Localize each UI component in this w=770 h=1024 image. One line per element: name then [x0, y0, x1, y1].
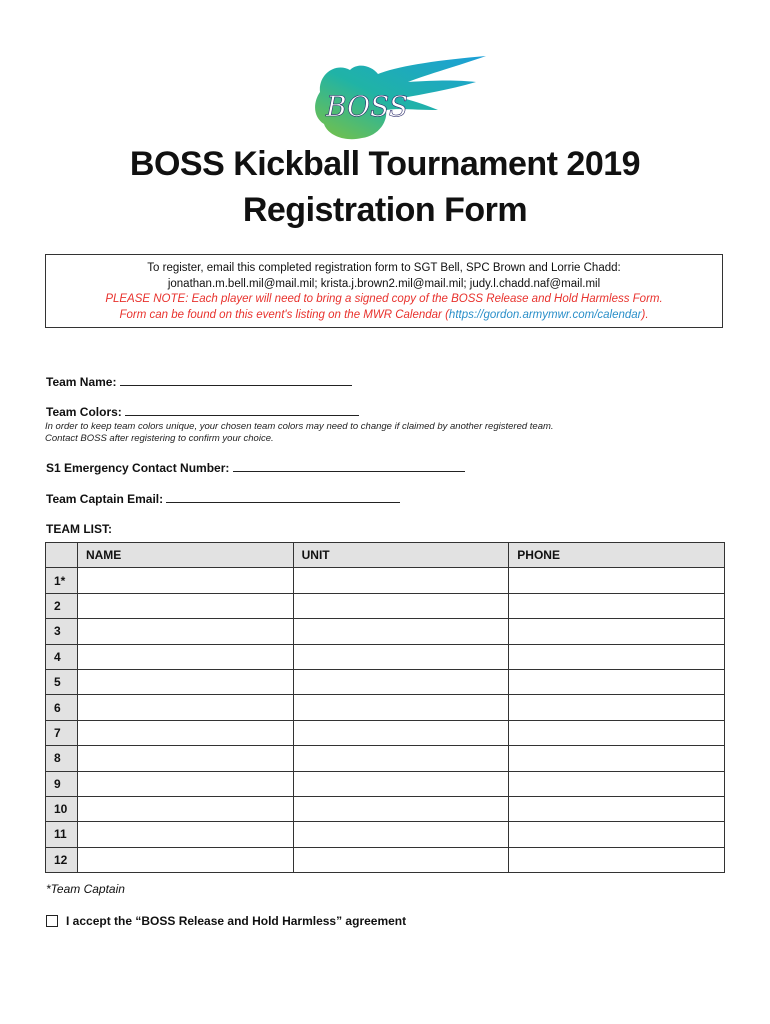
row-number: 6 — [46, 695, 78, 720]
row-number: 4 — [46, 644, 78, 669]
unit-cell[interactable] — [293, 796, 509, 821]
unit-cell[interactable] — [293, 847, 509, 872]
name-cell[interactable] — [77, 771, 293, 796]
logo-text: BOSS — [326, 90, 408, 123]
unit-cell[interactable] — [293, 568, 509, 593]
unit-cell[interactable] — [293, 644, 509, 669]
team-roster-table — [45, 542, 725, 873]
table-row — [46, 669, 725, 694]
row-number: 3 — [46, 619, 78, 644]
calendar-link[interactable]: https://gordon.armymwr.com/calendar — [448, 308, 642, 321]
calendar-note-suffix: ). — [641, 308, 649, 321]
unit-cell[interactable] — [293, 720, 509, 745]
unit-cell[interactable] — [293, 822, 509, 847]
row-number: 7 — [46, 720, 78, 745]
row-number: 5 — [46, 669, 78, 694]
captain-email-input[interactable] — [166, 492, 400, 503]
row-number: 11 — [46, 822, 78, 847]
table-row — [46, 746, 725, 771]
name-cell[interactable] — [77, 796, 293, 821]
table-row — [46, 796, 725, 821]
table-row — [46, 822, 725, 847]
unit-cell[interactable] — [293, 771, 509, 796]
team-colors-note-line1: In order to keep team colors unique, your chosen team colors may need to change if claimed by another registered team. — [45, 421, 554, 432]
phone-cell[interactable] — [509, 695, 725, 720]
captain-footnote: *Team Captain — [46, 882, 125, 896]
row-number: 2 — [46, 593, 78, 618]
team-name-input[interactable] — [120, 375, 352, 386]
accept-checkbox[interactable] — [46, 915, 58, 927]
row-number: 10 — [46, 796, 78, 821]
name-cell[interactable] — [77, 822, 293, 847]
unit-cell[interactable] — [293, 746, 509, 771]
unit-cell[interactable] — [293, 695, 509, 720]
instructions-box — [45, 254, 723, 328]
phone-cell[interactable] — [509, 746, 725, 771]
table-row — [46, 568, 725, 593]
name-column-header: NAME — [77, 543, 293, 568]
phone-cell[interactable] — [509, 771, 725, 796]
unit-column-header: UNIT — [293, 543, 509, 568]
team-name-label: Team Name: — [46, 375, 117, 389]
phone-cell[interactable] — [509, 568, 725, 593]
unit-cell[interactable] — [293, 619, 509, 644]
phone-cell[interactable] — [509, 644, 725, 669]
boss-logo — [298, 52, 490, 144]
number-column-header — [46, 543, 78, 568]
phone-cell[interactable] — [509, 796, 725, 821]
name-cell[interactable] — [77, 695, 293, 720]
phone-cell[interactable] — [509, 822, 725, 847]
table-row — [46, 695, 725, 720]
row-number: 1* — [46, 568, 78, 593]
name-cell[interactable] — [77, 619, 293, 644]
table-row — [46, 619, 725, 644]
row-number: 12 — [46, 847, 78, 872]
emergency-contact-field — [46, 461, 465, 475]
team-colors-note-line2: Contact BOSS after registering to confirm your choice. — [45, 433, 274, 444]
emergency-contact-label: S1 Emergency Contact Number: — [46, 461, 230, 475]
table-row — [46, 771, 725, 796]
name-cell[interactable] — [77, 644, 293, 669]
calendar-note — [46, 308, 722, 324]
captain-email-label: Team Captain Email: — [46, 492, 164, 506]
accept-label: I accept the “BOSS Release and Hold Harmless” agreement — [66, 914, 407, 928]
calendar-note-prefix: Form can be found on this event's listing on the MWR Calendar ( — [119, 308, 449, 321]
name-cell[interactable] — [77, 746, 293, 771]
phone-cell[interactable] — [509, 720, 725, 745]
team-list-label: TEAM LIST: — [46, 522, 112, 536]
accept-agreement[interactable] — [46, 914, 406, 928]
table-row — [46, 644, 725, 669]
table-row — [46, 720, 725, 745]
row-number: 9 — [46, 771, 78, 796]
team-name-field — [46, 375, 352, 389]
name-cell[interactable] — [77, 568, 293, 593]
captain-email-field — [46, 492, 400, 506]
team-colors-note — [45, 421, 554, 445]
name-cell[interactable] — [77, 847, 293, 872]
phone-cell[interactable] — [509, 669, 725, 694]
row-number: 8 — [46, 746, 78, 771]
name-cell[interactable] — [77, 720, 293, 745]
table-row — [46, 847, 725, 872]
team-colors-field — [46, 405, 359, 419]
page-subtitle: Registration Form — [242, 191, 528, 229]
email-addresses: jonathan.m.bell.mil@mail.mil; krista.j.brown2.mil@mail.mil; judy.l.chadd.naf@mail.mil — [167, 277, 601, 290]
phone-column-header: PHONE — [509, 543, 725, 568]
phone-cell[interactable] — [509, 593, 725, 618]
page-title: BOSS Kickball Tournament 2019 — [129, 145, 641, 183]
phone-cell[interactable] — [509, 619, 725, 644]
name-cell[interactable] — [77, 593, 293, 618]
team-colors-label: Team Colors: — [46, 405, 122, 419]
team-colors-input[interactable] — [125, 405, 359, 416]
release-note: PLEASE NOTE: Each player will need to bring a signed copy of the BOSS Release and Hold Harmless Form. — [105, 293, 663, 305]
phone-cell[interactable] — [509, 847, 725, 872]
table-header-row — [46, 543, 725, 568]
instructions-line: To register, email this completed registration form to SGT Bell, SPC Brown and Lorrie Chadd: — [147, 262, 621, 274]
table-row — [46, 593, 725, 618]
name-cell[interactable] — [77, 669, 293, 694]
unit-cell[interactable] — [293, 593, 509, 618]
emergency-contact-input[interactable] — [233, 461, 465, 472]
unit-cell[interactable] — [293, 669, 509, 694]
